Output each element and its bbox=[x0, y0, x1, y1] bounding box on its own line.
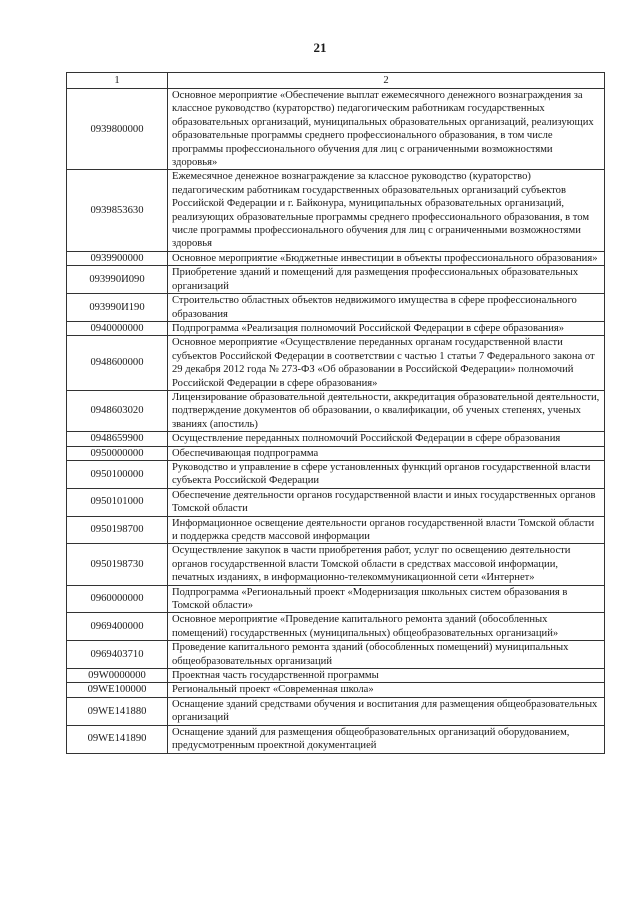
page-number: 21 bbox=[313, 40, 327, 55]
table-row bbox=[67, 390, 605, 431]
row-description: Проведение капитального ремонта зданий (обособленных помещений) муниципальных общеобразовательных организаций bbox=[168, 641, 605, 669]
table-row bbox=[67, 294, 605, 322]
row-description: Осуществление закупок в части приобретения работ, услуг по освещению деятельности органов государственной власти Томской области в средствах массовой информации, печатных изданиях, в информационно-телекоммуникационной сети «Интернет» bbox=[168, 544, 605, 585]
row-description: Строительство областных объектов недвижимого имущества в сфере профессионального образования bbox=[168, 294, 605, 322]
row-code: 0939900000 bbox=[67, 251, 168, 265]
row-description: Подпрограмма «Реализация полномочий Российской Федерации в сфере образования» bbox=[168, 321, 605, 335]
table-row bbox=[67, 725, 605, 753]
table-row bbox=[67, 432, 605, 446]
row-description: Подпрограмма «Региональный проект «Модернизация школьных систем образования в Томской области» bbox=[168, 585, 605, 613]
row-code: 093990И190 bbox=[67, 294, 168, 322]
table-row bbox=[67, 585, 605, 613]
table-row bbox=[67, 266, 605, 294]
row-description: Проектная часть государственной программы bbox=[168, 669, 605, 683]
row-code: 0969400000 bbox=[67, 613, 168, 641]
budget-classification-table bbox=[66, 72, 605, 754]
table-row bbox=[67, 613, 605, 641]
table-row bbox=[67, 460, 605, 488]
row-code: 0948659900 bbox=[67, 432, 168, 446]
table-row bbox=[67, 170, 605, 251]
row-code: 0950101000 bbox=[67, 488, 168, 516]
row-code: 0939800000 bbox=[67, 89, 168, 170]
row-description: Основное мероприятие «Обеспечение выплат ежемесячного денежного вознаграждения за классное руководство (кураторство) педагогическим работникам государственных образовательных организаций, муниципальных образовательных организаций, реализующих образовательные программы среднего профессионального образования, в том числе программы профессионального обучения для лиц с ограниченными возможностями здоровья» bbox=[168, 89, 605, 170]
row-description: Обеспечивающая подпрограмма bbox=[168, 446, 605, 460]
row-description: Региональный проект «Современная школа» bbox=[168, 683, 605, 697]
table-row bbox=[67, 697, 605, 725]
row-code: 09W0000000 bbox=[67, 669, 168, 683]
column-header-code: 1 bbox=[67, 73, 168, 89]
table-row bbox=[67, 336, 605, 391]
row-description: Обеспечение деятельности органов государственной власти и иных государственных органов Томской области bbox=[168, 488, 605, 516]
row-description: Оснащение зданий средствами обучения и воспитания для размещения общеобразовательных организаций bbox=[168, 697, 605, 725]
table-row bbox=[67, 669, 605, 683]
table-row bbox=[67, 446, 605, 460]
row-code: 093990И090 bbox=[67, 266, 168, 294]
table-row bbox=[67, 544, 605, 585]
row-code: 09WE141880 bbox=[67, 697, 168, 725]
column-header-name: 2 bbox=[168, 73, 605, 89]
row-code: 0948603020 bbox=[67, 390, 168, 431]
table-row bbox=[67, 683, 605, 697]
row-code: 09WE100000 bbox=[67, 683, 168, 697]
row-code: 0950100000 bbox=[67, 460, 168, 488]
row-code: 0940000000 bbox=[67, 321, 168, 335]
row-description: Руководство и управление в сфере установленных функций органов государственной власти субъекта Российской Федерации bbox=[168, 460, 605, 488]
table-row bbox=[67, 488, 605, 516]
table-row bbox=[67, 516, 605, 544]
row-description: Приобретение зданий и помещений для размещения профессиональных образовательных организаций bbox=[168, 266, 605, 294]
row-description: Лицензирование образовательной деятельности, аккредитация образовательной деятельности, подтверждение документов об образовании, о квалификации, об ученых степенях, ученых званиях (апостиль) bbox=[168, 390, 605, 431]
row-description: Оснащение зданий для размещения общеобразовательных организаций оборудованием, предусмотренным проектной документацией bbox=[168, 725, 605, 753]
row-description: Осуществление переданных полномочий Российской Федерации в сфере образования bbox=[168, 432, 605, 446]
row-code: 0939853630 bbox=[67, 170, 168, 251]
row-code: 0960000000 bbox=[67, 585, 168, 613]
row-code: 0950198700 bbox=[67, 516, 168, 544]
table-row bbox=[67, 321, 605, 335]
row-code: 0969403710 bbox=[67, 641, 168, 669]
row-code: 09WE141890 bbox=[67, 725, 168, 753]
row-description: Информационное освещение деятельности органов государственной власти Томской области и поддержка средств массовой информации bbox=[168, 516, 605, 544]
table-row bbox=[67, 641, 605, 669]
row-description: Основное мероприятие «Проведение капитального ремонта зданий (обособленных помещений) государственных (муниципальных) общеобразовательных организаций» bbox=[168, 613, 605, 641]
table-row bbox=[67, 251, 605, 265]
row-code: 0950000000 bbox=[67, 446, 168, 460]
row-description: Основное мероприятие «Бюджетные инвестиции в объекты профессионального образования» bbox=[168, 251, 605, 265]
row-description: Ежемесячное денежное вознаграждение за классное руководство (кураторство) педагогическим работникам государственных образовательных организаций субъектов Российской Федерации и г. Байконура, муниципальных образовательных организаций, реализующих образовательные программы среднего профессионального образования, в том числе программы профессионального обучения для лиц с ограниченными возможностями здоровья bbox=[168, 170, 605, 251]
row-description: Основное мероприятие «Осуществление переданных органам государственной власти субъектов Российской Федерации в соответствии с частью 1 статьи 7 Федерального закона от 29 декабря 2012 года № 273-ФЗ «Об образовании в Российской Федерации» полномочий Российской Федерации в сфере образования» bbox=[168, 336, 605, 391]
table-header-row bbox=[67, 73, 605, 89]
table-row bbox=[67, 89, 605, 170]
row-code: 0950198730 bbox=[67, 544, 168, 585]
row-code: 0948600000 bbox=[67, 336, 168, 391]
